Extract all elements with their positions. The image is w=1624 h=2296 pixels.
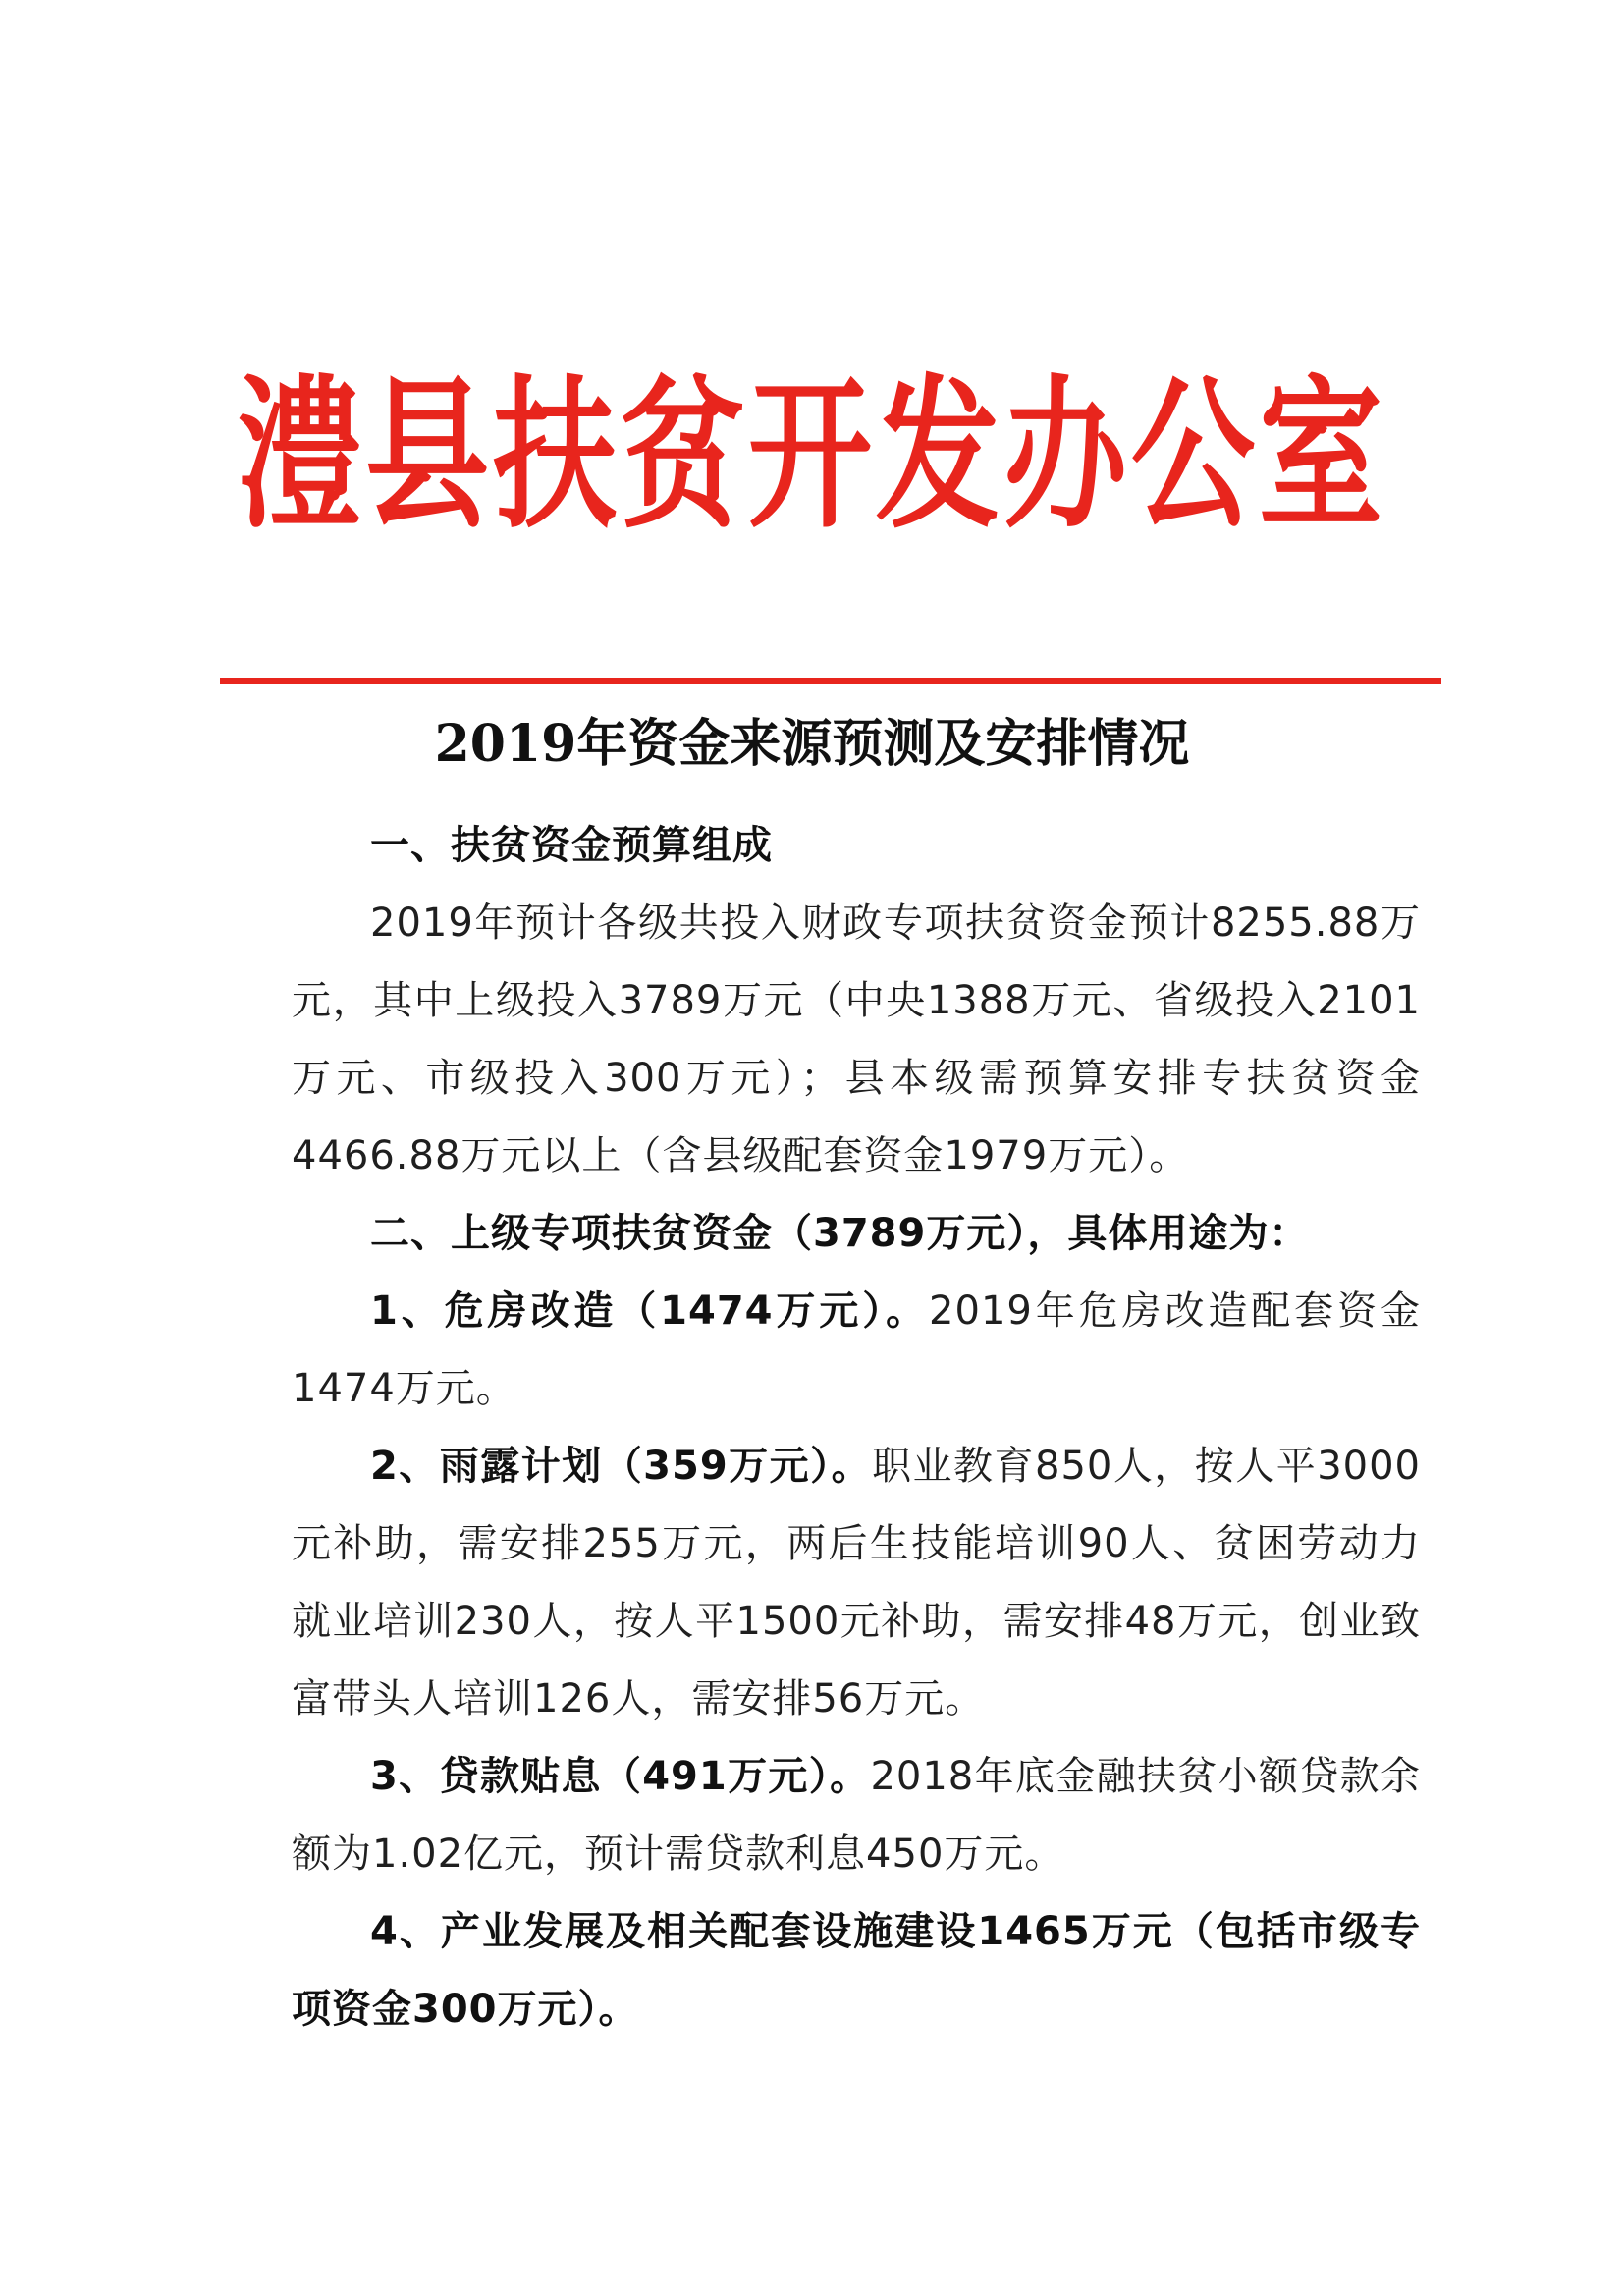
- list-item: [292, 1428, 1421, 1738]
- document-body: [292, 807, 1421, 2049]
- item-1-lead: 1、危房改造（1474万元）。: [370, 1288, 930, 1334]
- section-1-heading: 一、扶贫资金预算组成: [370, 823, 773, 868]
- red-divider: [220, 678, 1441, 684]
- item-3-lead: 3、贷款贴息（491万元）。: [370, 1754, 871, 1799]
- list-item: [292, 1893, 1421, 2049]
- section-2-heading: 二、上级专项扶贫资金（3789万元），具体用途为：: [370, 1211, 1310, 1256]
- item-1-text: 2019年危房改造配套资金1474万元。: [292, 1288, 1421, 1411]
- document-title: 2019年资金来源预测及安排情况: [434, 714, 1190, 774]
- list-item: [292, 1273, 1421, 1428]
- item-3-text: 2018年底金融扶贫小额贷款余额为1.02亿元，预计需贷款利息450万元。: [292, 1754, 1422, 1877]
- list-item: [292, 1738, 1421, 1893]
- masthead-title: 澧县扶贫开发办公室: [238, 358, 1386, 551]
- item-4-lead: 4、产业发展及相关配套设施建设1465万元（包括市级专项资金300万元）。: [292, 1909, 1421, 2032]
- item-2-lead: 2、雨露计划（359万元）。: [370, 1444, 873, 1489]
- item-2-text: 职业教育850人，按人平3000元补助，需安排255万元，两后生技能培训90人、贫困劳动力就业培训230人，按人平1500元补助，需安排48万元，创业致富带头人培训126人，需安排56万元。: [292, 1444, 1422, 1722]
- section-1-body: 2019年预计各级共投入财政专项扶贫资金预计8255.88万元，其中上级投入3789万元（中央1388万元、省级投入2101万元、市级投入300万元）；县本级需预算安排专扶贫资金4466.88万元以上（含县级配套资金1979万元）。: [292, 901, 1421, 1178]
